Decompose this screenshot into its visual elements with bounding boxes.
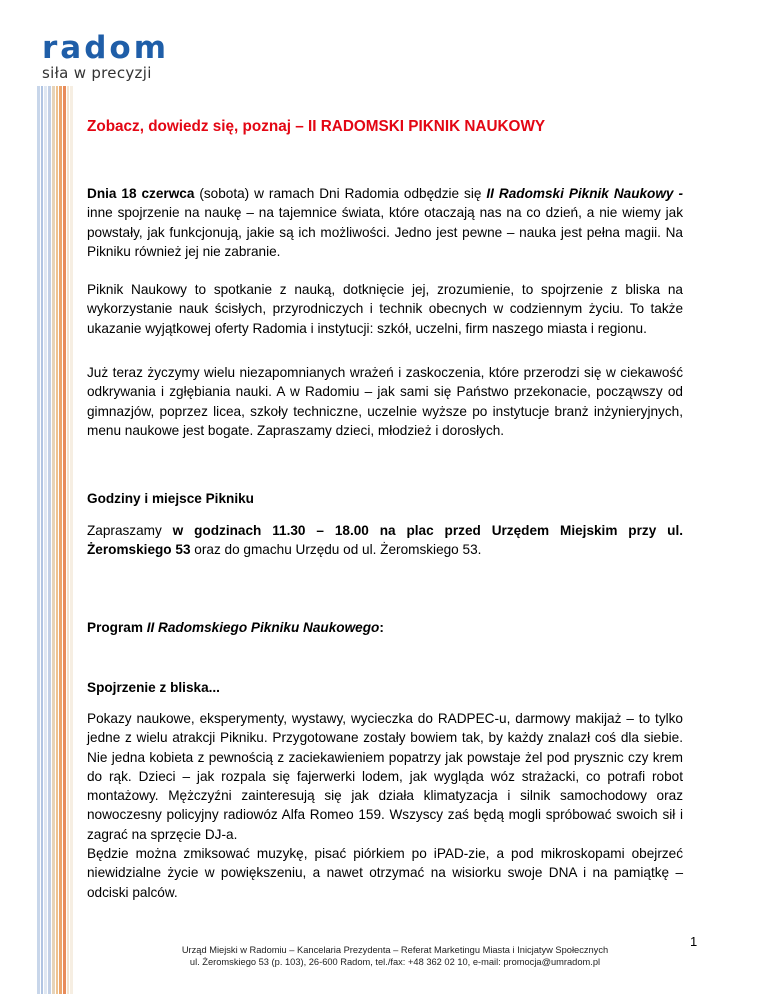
intro-date-rest: (sobota) w ramach Dni Radomia odbędzie się [194,186,487,201]
hours-rest: oraz do gmachu Urzędu od ul. Żeromskiego 53. [190,542,482,558]
decorative-stripes [37,86,73,994]
footer-line-1: Urząd Miejski w Radomiu – Kancelaria Prezydenta – Referat Marketingu Miasta i Inicjatyw Społecznych [181,945,609,955]
hours-heading: Godziny i miejsce Pikniku [87,491,254,506]
intro-date: Dnia 18 czerwca [87,186,195,201]
hours-bold: w godzinach 11.30 – 18.00 na plac przed Urzędem Miejskim przy ul. Żeromskiego 53 [87,523,683,558]
program-italic: II Radomskiego Pikniku Naukowego [146,620,380,635]
footer [140,944,650,968]
program-heading [87,618,683,637]
paragraph-3 [87,363,683,440]
paragraph-2-text: Piknik Naukowy to spotkanie z nauką, dotknięcie jej, zrozumienie, to spojrzenie z bliska na wykorzystanie nauk ścisłych, przyrodniczych i technik obecnych w codziennym życiu. To także ukazanie wyjątkowej oferty Radomia i instytucji: szkół, uczelni, firm naszego miasta i regionu. [87,282,683,336]
stripe [56,86,59,994]
stripe [52,86,55,994]
program-lead: Program [87,620,147,635]
hours-section [87,489,683,508]
stripe [48,86,51,994]
intro-rest: inne spojrzenie na naukę – na tajemnice świata, które otaczają nas na co dzień, a nie wiemy jak powstały, jak funkcjonują, jakie są ich możliwości. Jedno jest pewne – nauka jest pełna magii. Na Pikniku również jej nie zabranie. [87,205,683,259]
program-tail: : [379,620,384,635]
page-title: Zobacz, dowiedz się, poznaj – II RADOMSKI PIKNIK NAUKOWY [87,118,546,135]
logo-wordmark: radom [42,30,169,66]
hours-paragraph [87,521,683,560]
intro-event-name: II Radomski Piknik Naukowy - [486,186,683,201]
stripe [70,86,73,994]
stripe [37,86,40,994]
intro-paragraph [87,184,683,261]
closeup-text: Pokazy naukowe, eksperymenty, wystawy, wycieczka do RADPEC-u, darmowy makijaż – to tylko jedne z wielu atrakcji Pikniku. Przygotowane zostały bowiem tak, by każdy znalazł coś dla siebie. Nie jedna kobieta z pewnością z zaciekawieniem popatrzy jak powstaje żel pod prysznic czy krem do rąk. Dzieci – jak rozpala się fajerwerki lodem, jak wygląda wóz strażacki, co potrafi robot montażowy. Mężczyźni zainteresują się jak działa klimatyzacja i silnik samochodowy oraz nowoczesny policyjny radiowóz Alfa Romeo 159. Wszyscy zaś będą mogli spróbować swoich sił i zagrać na sprzęcie DJ-a. [87,711,683,842]
stripe [59,86,62,994]
logo-tagline: siła w precyzji [42,64,152,82]
stripe [41,86,44,994]
page-number: 1 [690,934,698,949]
stripe [44,86,47,994]
closeup-paragraph [87,709,683,902]
radom-logo [42,30,169,82]
paragraph-2 [87,280,683,338]
paragraph-3-text: Już teraz życzymy wielu niezapomnianych wrażeń i zaskoczenia, które przerodzi się w ciekawość odkrywania i zgłębiania nauki. A w Radomiu – jak sami się Państwo przekonacie, począwszy od gimnazjów, poprzez licea, szkoły techniczne, uczelnie wyższe po instytucje branż inżynieryjnych, menu naukowe jest bogate. Zapraszamy dzieci, młodzież i dorosłych. [87,365,683,438]
hours-lead: Zapraszamy [87,523,173,538]
closeup-text-2: Będzie można zmiksować muzykę, pisać piórkiem po iPAD-zie, a pod mikroskopami obejrzeć niewidzialne życie w powiększeniu, a nawet otrzymać na wisiorku swoje DNA i na pamiątkę – odciski palców. [87,846,683,900]
stripe [63,86,66,994]
closeup-heading-block [87,678,683,697]
closeup-heading: Spojrzenie z bliska... [87,680,220,695]
footer-line-2: ul. Żeromskiego 53 (p. 103), 26-600 Radom, tel./fax: +48 362 02 10, e-mail: promocja@umradom.pl [189,957,601,967]
stripe [67,86,70,994]
